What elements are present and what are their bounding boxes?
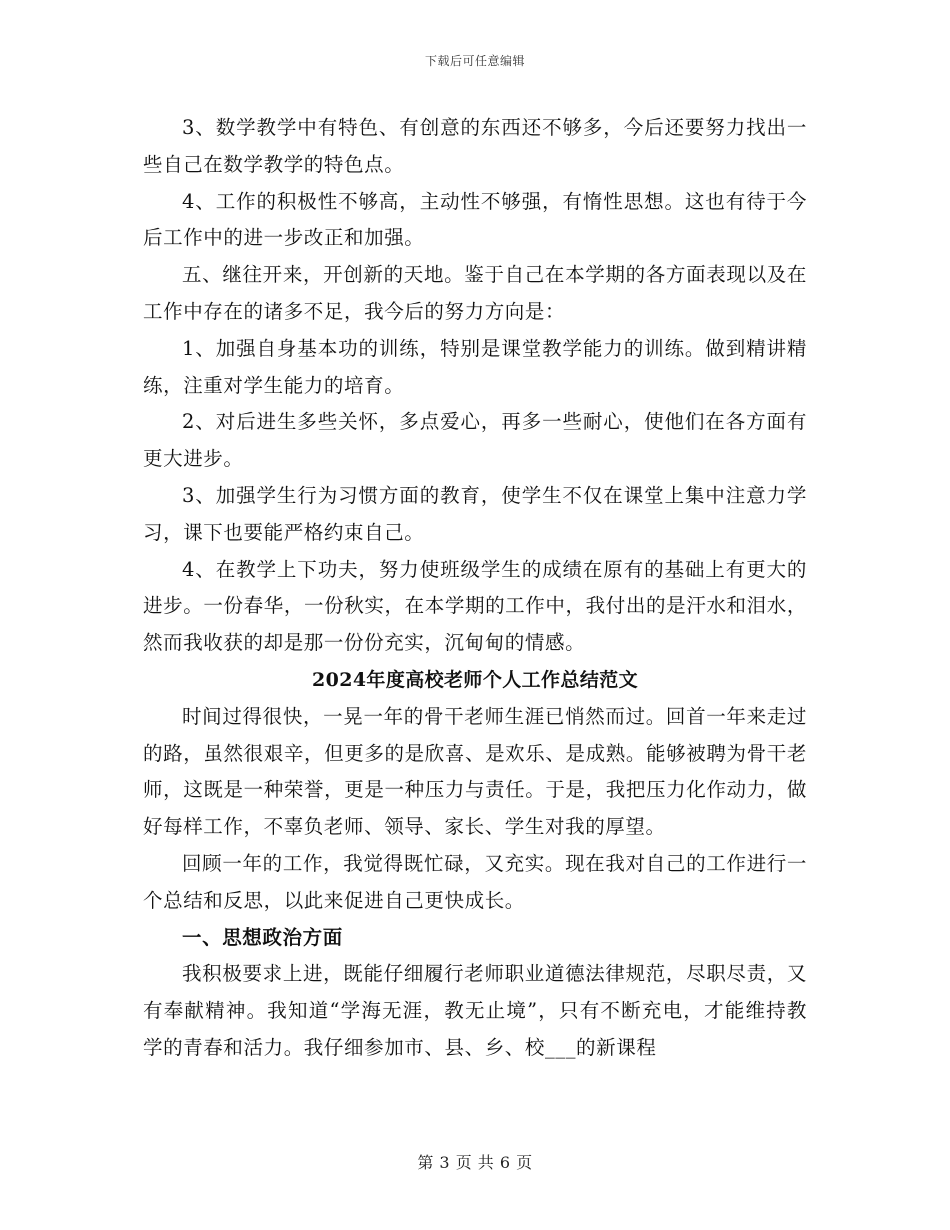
paragraph-plan-2: 2、对后进生多些关怀，多点爱心，再多一些耐心，使他们在各方面有更大进步。 [143,410,807,471]
page-number-footer: 第 3 页 共 6 页 [417,1153,533,1172]
paragraph-intro: 时间过得很快，一晃一年的骨干老师生涯已悄然而过。回首一年来走过的路，虽然很艰辛，但更多的是欣喜、是欢乐、是成熟。能够被聘为骨干老师，这既是一种荣誉，更是一种压力与责任。于是，我把压力化作动力，做好每样工作，不辜负老师、领导、家长、学生对我的厚望。 [143,704,807,839]
page-header-note: 下载后可任意编辑 [424,54,525,68]
paragraph-plan-4: 4、在教学上下功夫，努力使班级学生的成绩在原有的基础上有更大的进步。一份春华，一份秋实，在本学期的工作中，我付出的是汗水和泪水，然而我收获的却是那一份份充实，沉甸甸的情感。 [143,557,807,655]
paragraph-plan-3: 3、加强学生行为习惯方面的教育，使学生不仅在课堂上集中注意力学习，课下也要能严格约束自己。 [143,483,807,544]
paragraph-politics: 我积极要求上进，既能仔细履行老师职业道德法律规范，尽职尽责，又有奉献精神。我知道“学海无涯，教无止境”，只有不断充电，才能维持教学的青春和活力。我仔细参加市、县、乡、校___的新课程 [143,962,807,1059]
paragraph-review: 回顾一年的工作，我觉得既忙碌，又充实。现在我对自己的工作进行一个总结和反思，以此来促进自己更快成长。 [143,851,807,912]
document-body [143,110,807,1067]
paragraph-weakness-3: 3、数学教学中有特色、有创意的东西还不够多，今后还要努力找出一些自己在数学教学的特色点。 [143,116,807,176]
paragraph-plan-1: 1、加强自身基本功的训练，特别是课堂教学能力的训练。做到精讲精练，注重对学生能力的培育。 [143,336,807,397]
document-title: 2024年度高校老师个人工作总结范文 [311,668,639,691]
section-heading-politics: 一、思想政治方面 [182,925,343,949]
paragraph-section-five: 五、继往开来，开创新的天地。鉴于自己在本学期的各方面表现以及在工作中存在的诸多不足，我今后的努力方向是： [143,263,807,323]
paragraph-weakness-4: 4、工作的积极性不够高，主动性不够强，有惰性思想。这也有待于今后工作中的进一步改正和加强。 [143,189,807,250]
